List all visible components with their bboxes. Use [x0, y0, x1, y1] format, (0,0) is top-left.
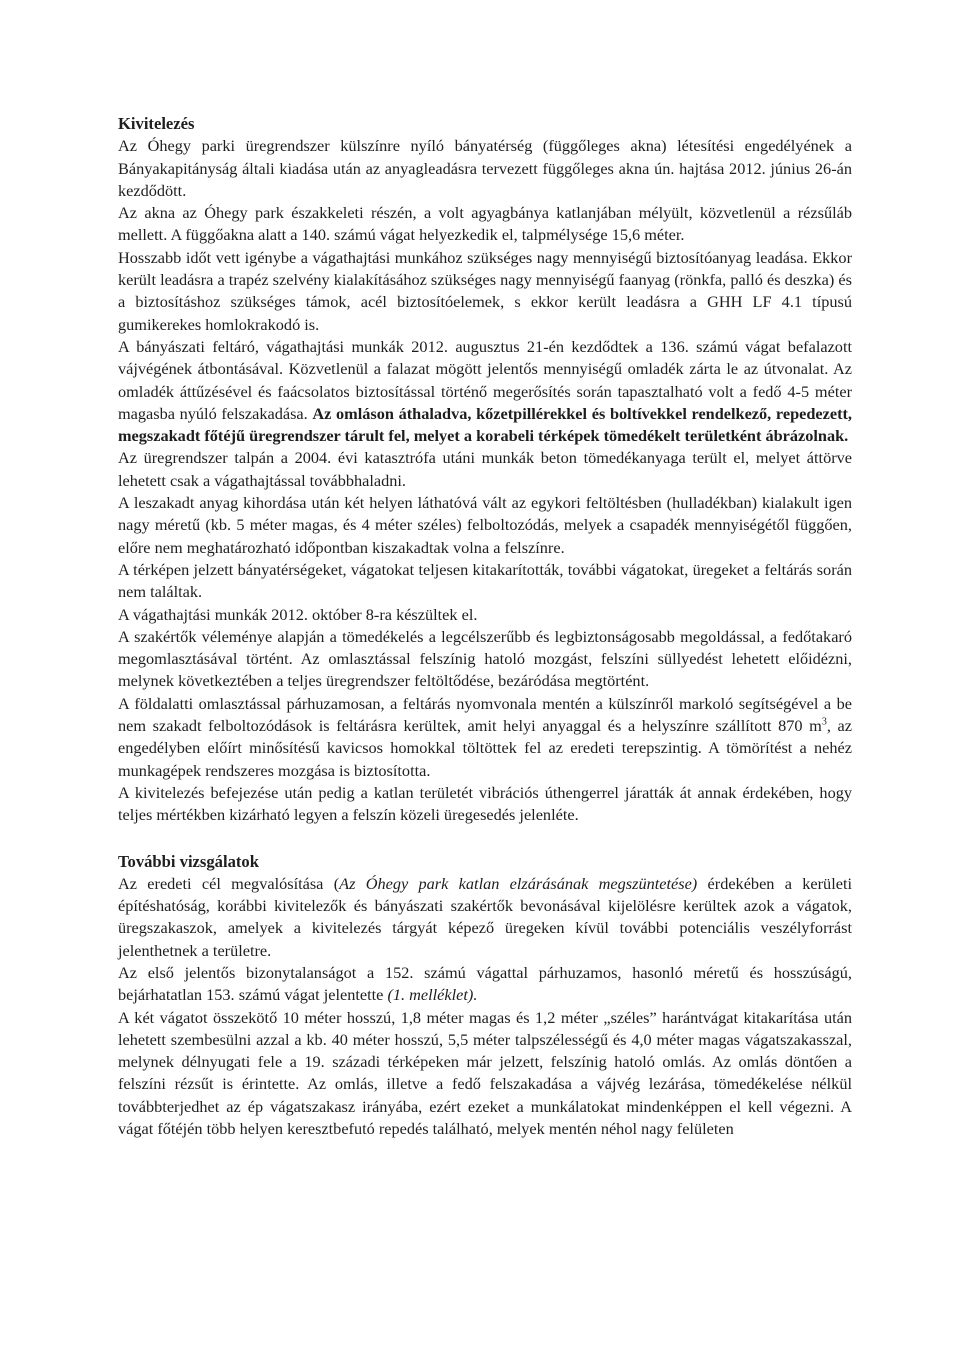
italic-text: Az Óhegy park katlan elzárásának megszüntetése) [339, 873, 698, 893]
paragraph [118, 693, 852, 782]
paragraph: A szakértők véleménye alapján a tömedékelés a legcélszerűbb és legbiztonságosabb megoldással, a fedőtakaró megomlasztásával történt. Az omlasztással felszínig hatoló mozgást, felszíni süllyedést lehetett előidézni, melynek következtében a teljes üregrendszer feltöltődése, bezáródása megtörtént. [118, 626, 852, 691]
italic-text: (1. melléklet). [387, 985, 478, 1005]
bold-emphasis-text: Az omláson áthaladva, kőzetpillérekkel és boltívekkel rendelkező, repedezett, megszakadt főtéjű üregrendszer tárult fel, melyet a korabeli térképek tömedékelt területként ábrázolnak. [118, 403, 853, 446]
section-heading-tovabbi-vizsgalatok: További vizsgálatok [118, 851, 259, 871]
paragraph-text: érdekében a kerületi építéshatóság, korábbi kivitelezők és bányászati szakértők bevonásával kijelölésre kerültek azok a vágatok, üregszakaszok, amelyek a kivitelezés tárgyát képező üregeken kívül további potenciális veszélyforrást jelenthetnek a területre. [118, 873, 852, 960]
paragraph [118, 336, 852, 447]
paragraph: A leszakadt anyag kihordása után két helyen láthatóvá vált az egykori feltöltésben (hulladékban) kialakult igen nagy méretű (kb. 5 méter magas, és 4 méter széles) felboltozódás, melyek a csapadék mennyiségétől függően, előre nem meghatározható időpontban kiszakadtak volna a felszínre. [118, 493, 852, 557]
paragraph-text: A bányászati feltáró, vágathajtási munkák 2012. augusztus 21-én kezdődtek a 136. számú vágat befalazott vájvégének átbontásával. Közvetlenül a falazat mögött jelentős mennyiségű omladék zárta le az útvonalat. Az omladék áttűzésével és faácsolatos biztosítással történő megerősítés során tapasztalható volt a fedő 4-5 méter magasba nyúló felszakadása. [118, 336, 852, 423]
paragraph-text: A földalatti omlasztással párhuzamosan, a feltárás nyomvonala mentén a külszínről markoló segítségével a be nem szakadt felboltozódások is feltárásra kerültek, amit helyi anyaggal és a helyszínre szállított 870 m [118, 693, 852, 736]
superscript: 3 [821, 716, 827, 728]
paragraph-text: Az eredeti cél megvalósítása ( [118, 873, 340, 893]
paragraph-text: Az első jelentős bizonytalanságot a 152. számú vágattal párhuzamos, hasonló méretű és hosszúságú, bejárhatatlan 153. számú vágat jelentette [118, 962, 852, 1005]
section-heading-kivitelezes: Kivitelezés [118, 114, 195, 133]
paragraph: Az Óhegy parki üregrendszer külszínre nyíló bányatérség (függőleges akna) létesítési engedélyének a Bányakapitányság általi kiadása után az anyagleadásra tervezett függőleges akna ún. hajtása 2012. június 26-án kezdődött. [118, 136, 852, 200]
paragraph-text: , az engedélyben előírt minősítésű kavicsos homokkal töltöttek fel az eredeti terepszintig. A tömörítést a nehéz munkagépek rendszeres mozgása is biztosította. [118, 716, 852, 780]
paragraph: A kivitelezés befejezése után pedig a katlan területét vibrációs úthengerrel járatták át annak érdekében, hogy teljes mértékben kizárható legyen a felszín közeli üregesedés jelenléte. [118, 782, 852, 825]
paragraph: Az üregrendszer talpán a 2004. évi katasztrófa utáni munkák beton tömedékanyaga terült el, melyet áttörve lehetett csak a vágathajtással továbbhaladni. [118, 448, 852, 490]
paragraph: Az akna az Óhegy park északkeleti részén, a volt agyagbánya katlanjában mélyült, közvetlenül a rézsűláb mellett. A függőakna alatt a 140. számú vágat helyezkedik el, talpmélysége 15,6 méter. [118, 203, 852, 245]
paragraph: A térképen jelzett bányatérségeket, vágatokat teljesen kitakarították, további vágatokat, üregeket a feltárás során nem találtak. [118, 559, 852, 602]
paragraph: A vágathajtási munkák 2012. október 8-ra készültek el. [118, 604, 478, 624]
document-body [118, 113, 852, 1140]
paragraph [118, 873, 852, 962]
paragraph [118, 962, 852, 1007]
paragraph: Hosszabb időt vett igénybe a vágathajtási munkához szükséges nagy mennyiségű biztosítóanyag leadása. Ekkor került leadásra a trapéz szelvény kialakításához szükséges nagy mennyiségű faanyag (rönkfa, palló és deszka) és a biztosításhoz szükséges támok, acél biztosítóelemek, s ekkor került leadásra a GHH LF 4.1 típusú gumikerekes homlokrakodó is. [118, 247, 852, 334]
paragraph: A két vágatot összekötő 10 méter hosszú, 1,8 méter magas és 1,2 méter „széles” harántvágat kitakarítása után lehetett szembesülni azzal a kb. 40 méter hosszú, 5,5 méter talpszélességű és 4,0 méter magas vágatszakasszal, melynek délnyugati fele a 19. századi térképeken már jelzett, felszínig hatoló omlás. Az omlás döntően a felszíni rézsűt is érintette. Az omlás, illetve a fedő felszakadása a vájvég lezárása, tömedékelése nélkül továbbterjedhet az ép vágatszakasz irányába, ezért ezeket a munkálatokat mindenképpen el kell végezni. A vágat főtéjén több helyen keresztbefutó repedés található, melyek mentén néhol nagy felületen [118, 1007, 852, 1139]
